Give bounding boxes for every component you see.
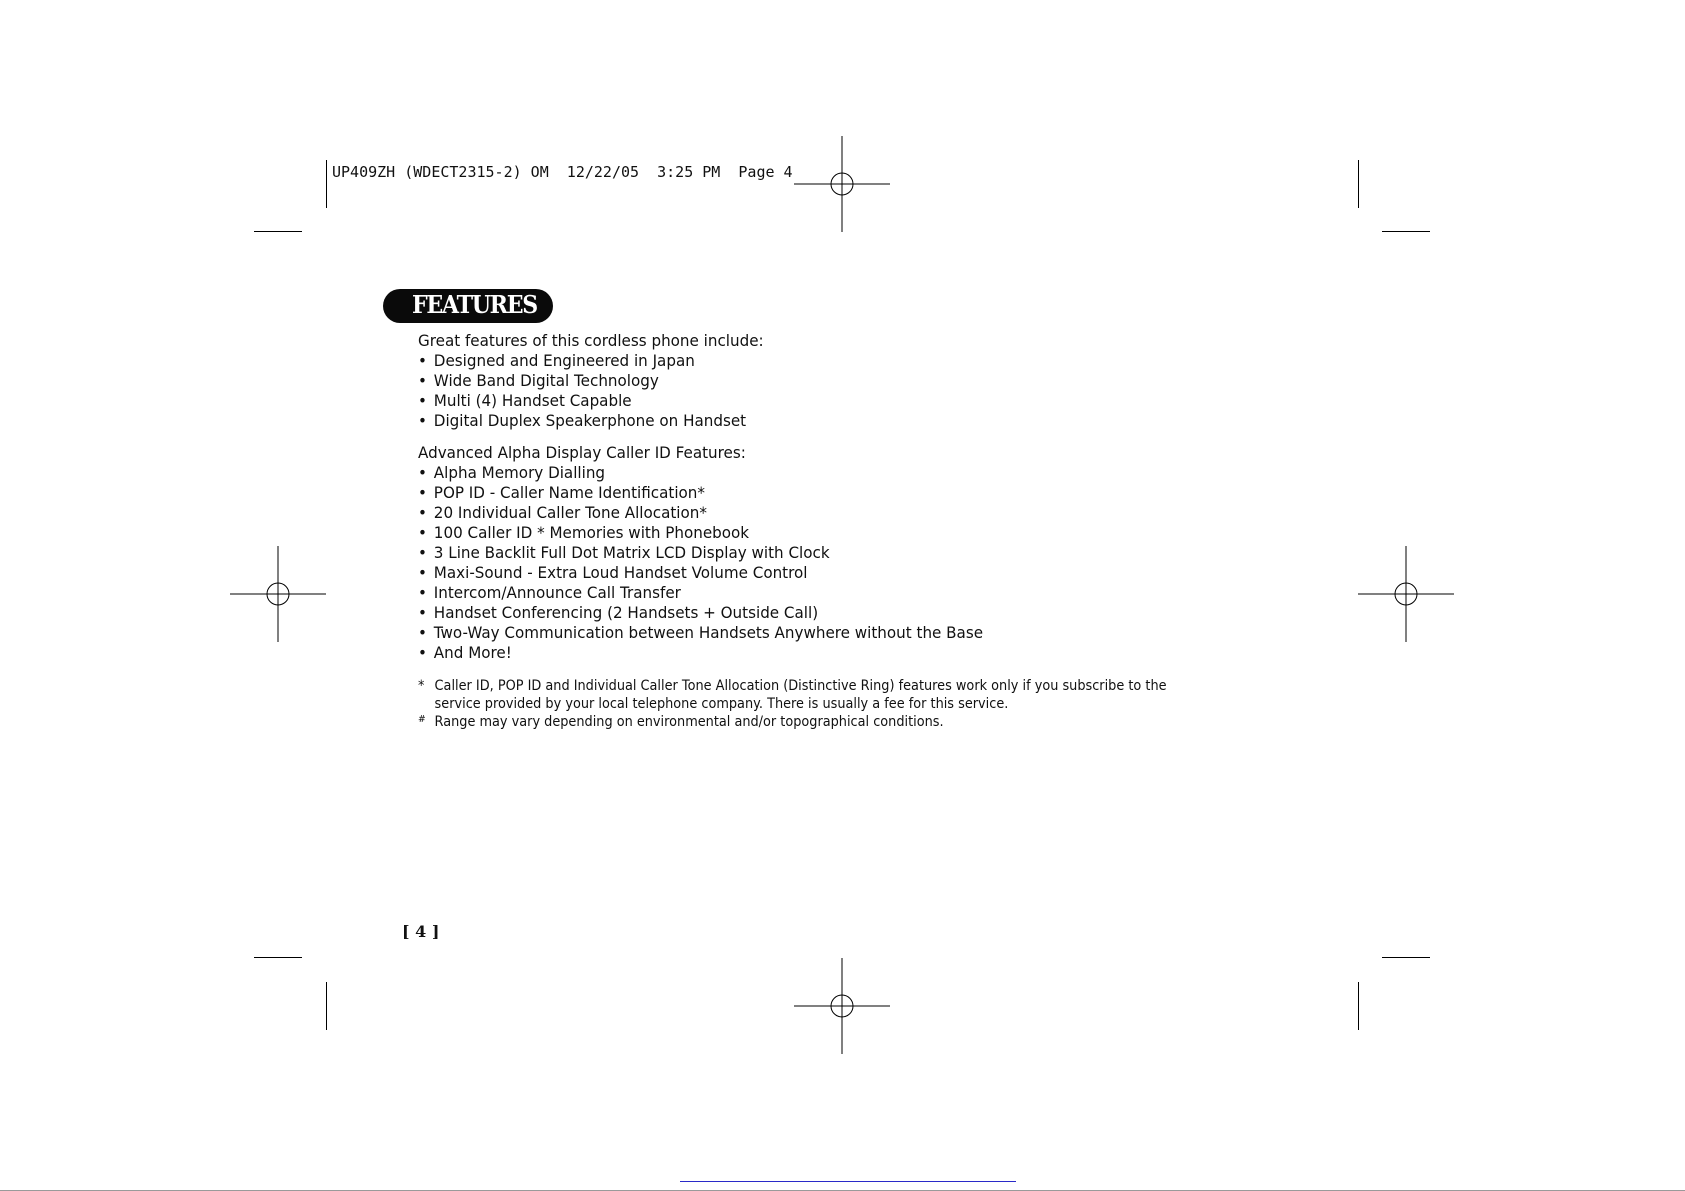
bullet-icon: • <box>418 483 427 502</box>
crop-mark-top-right <box>1358 160 1359 208</box>
list-item: • Wide Band Digital Technology <box>418 371 659 390</box>
footnote-caller-id: * Caller ID, POP ID and Individual Caller Tone Allocation (Distinctive Ring) features work only if you subscribe to the service provided by your local telephone company. There is usually a fee for this service. <box>418 678 1167 712</box>
list-item: • Handset Conferencing (2 Handsets + Outside Call) <box>418 603 819 622</box>
footnote-hash: # <box>418 714 426 725</box>
list-item: • 3 Line Backlit Full Dot Matrix LCD Display with Clock <box>418 543 830 562</box>
crop-mark-top-left <box>326 160 327 208</box>
section-title: FEATURES <box>412 290 537 319</box>
features-list <box>418 351 1181 431</box>
advanced-features-list <box>418 463 1181 663</box>
registration-mark-left <box>230 546 326 642</box>
list-item: • Digital Duplex Speakerphone on Handset <box>418 411 747 430</box>
bottom-link-underline <box>680 1181 1016 1182</box>
bullet-icon: • <box>418 391 427 410</box>
bullet-icon: • <box>418 563 427 582</box>
footnote-range: # Range may vary depending on environmental and/or topographical conditions. <box>418 713 1182 731</box>
advanced-heading: Advanced Alpha Display Caller ID Features: <box>418 443 746 462</box>
footnote-asterisk: * <box>418 678 425 694</box>
bullet-icon: • <box>418 523 427 542</box>
bullet-icon: • <box>418 603 427 622</box>
list-item: • POP ID - Caller Name Identification* <box>418 483 705 502</box>
crop-mark-bottom-left <box>326 982 327 1030</box>
print-slug: UP409ZH (WDECT2315-2) OM 12/22/05 3:25 PM Page 4 <box>332 163 793 181</box>
bullet-icon: • <box>418 503 427 522</box>
bullet-icon: • <box>418 643 427 662</box>
list-item: • Two-Way Communication between Handsets Anywhere without the Base <box>418 623 984 642</box>
bullet-icon: • <box>418 623 427 642</box>
list-item: • Multi (4) Handset Capable <box>418 391 632 410</box>
intro-text: Great features of this cordless phone include: <box>418 331 764 350</box>
list-item: • Alpha Memory Dialling <box>418 463 606 482</box>
list-item: • And More! <box>418 643 512 662</box>
list-item: • Maxi-Sound - Extra Loud Handset Volume Control <box>418 563 808 582</box>
bullet-icon: • <box>418 583 427 602</box>
crop-mark-bottom-right-h <box>1382 957 1430 958</box>
registration-mark-right <box>1358 546 1454 642</box>
crop-mark-bottom-left-h <box>254 957 302 958</box>
footnotes <box>418 677 1182 731</box>
bullet-icon: • <box>418 411 427 430</box>
bullet-icon: • <box>418 371 427 390</box>
registration-mark-top <box>794 136 890 232</box>
page-number: [ 4 ] <box>402 922 440 941</box>
registration-mark-bottom <box>794 958 890 1054</box>
crop-mark-top-right-h <box>1382 231 1430 232</box>
list-item: • 100 Caller ID * Memories with Phonebook <box>418 523 750 542</box>
crop-mark-bottom-right <box>1358 982 1359 1030</box>
list-item: • 20 Individual Caller Tone Allocation* <box>418 503 707 522</box>
list-item: • Intercom/Announce Call Transfer <box>418 583 681 602</box>
bullet-icon: • <box>418 543 427 562</box>
crop-mark-top-left-h <box>254 231 302 232</box>
list-item: • Designed and Engineered in Japan <box>418 351 695 370</box>
features-content <box>418 331 1181 663</box>
bullet-icon: • <box>418 463 427 482</box>
bullet-icon: • <box>418 351 427 370</box>
